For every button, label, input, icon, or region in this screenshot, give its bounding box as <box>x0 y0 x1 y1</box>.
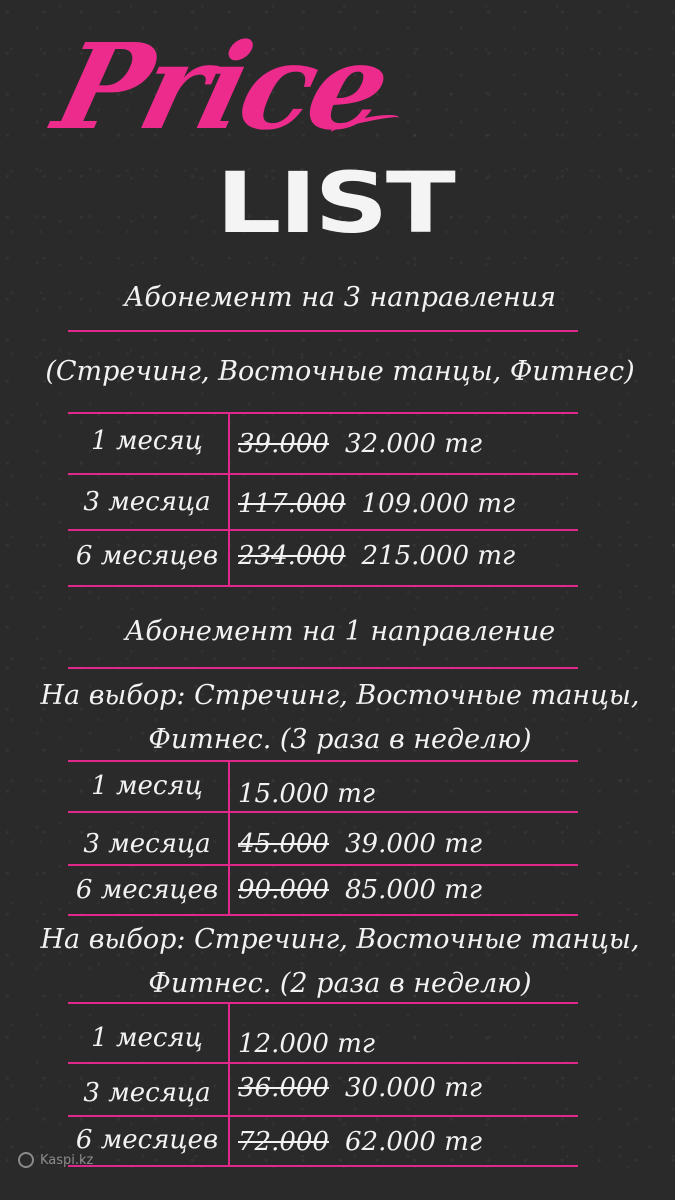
section-2-row-2-label: 3 месяца <box>83 829 211 859</box>
divider <box>68 585 578 587</box>
divider <box>68 1165 578 1167</box>
section-2-row-3-price <box>238 872 578 908</box>
divider <box>68 811 578 813</box>
divider <box>68 864 578 866</box>
section-2-row-1-price <box>238 776 578 812</box>
section-2-subheading-line-2: Фитнес. (3 раза в неделю) <box>148 724 532 755</box>
old-price: 72.000 <box>238 1127 329 1157</box>
old-price: 234.000 <box>238 541 346 571</box>
old-price: 36.000 <box>238 1073 329 1103</box>
section-1-row-1-label: 1 месяц <box>91 426 203 456</box>
watermark-text: Kaspi.kz <box>40 1152 94 1168</box>
section-3-row-2-label: 3 месяца <box>83 1078 211 1108</box>
old-price: 90.000 <box>238 875 329 905</box>
divider <box>68 914 578 916</box>
section-2-subheading-line-1: На выбор: Стречинг, Восточные танцы, <box>40 680 640 711</box>
old-price: 117.000 <box>238 489 346 519</box>
old-price: 45.000 <box>238 829 329 859</box>
column-divider <box>228 1002 230 1165</box>
old-price: 39.000 <box>238 429 329 459</box>
section-1-heading: Абонемент на 3 направления <box>123 282 557 313</box>
kaspi-watermark <box>18 1152 93 1168</box>
divider <box>68 473 578 475</box>
new-price: 32.000 тг <box>344 429 483 459</box>
kaspi-logo-icon <box>18 1152 34 1168</box>
new-price: 12.000 тг <box>238 1029 376 1059</box>
section-3-row-3-price <box>238 1124 578 1160</box>
section-1-row-2-price <box>238 486 578 522</box>
section-1-row-1-price <box>238 426 578 462</box>
divider <box>68 1115 578 1117</box>
title-script: Price <box>42 17 401 156</box>
section-3-row-1-price <box>238 1026 578 1062</box>
new-price: 109.000 тг <box>361 489 516 519</box>
section-3-row-3-label: 6 месяцев <box>75 1125 219 1155</box>
section-3-subheading-line-1: На выбор: Стречинг, Восточные танцы, <box>40 924 640 955</box>
column-divider <box>228 412 230 586</box>
section-1-row-3-label: 6 месяцев <box>75 541 219 571</box>
divider <box>68 1062 578 1064</box>
section-2-row-3-label: 6 месяцев <box>75 875 219 905</box>
divider <box>68 760 578 762</box>
section-1-subheading: (Стречинг, Восточные танцы, Фитнес) <box>45 356 635 387</box>
section-3-row-2-price <box>238 1070 578 1106</box>
section-2-row-2-price <box>238 826 578 862</box>
new-price: 15.000 тг <box>238 779 376 809</box>
new-price: 30.000 тг <box>344 1073 483 1103</box>
divider <box>68 1002 578 1004</box>
section-1-row-3-price <box>238 538 578 574</box>
divider <box>68 330 578 332</box>
new-price: 215.000 тг <box>361 541 516 571</box>
section-2-heading: Абонемент на 1 направление <box>124 616 556 647</box>
section-2-row-1-label: 1 месяц <box>91 771 203 801</box>
section-3-row-1-label: 1 месяц <box>91 1023 203 1053</box>
section-3-subheading-line-2: Фитнес. (2 раза в неделю) <box>148 968 532 999</box>
divider <box>68 529 578 531</box>
title-block: LIST <box>216 154 454 252</box>
new-price: 62.000 тг <box>344 1127 483 1157</box>
new-price: 85.000 тг <box>344 875 483 905</box>
divider <box>68 412 578 414</box>
new-price: 39.000 тг <box>344 829 483 859</box>
divider <box>68 667 578 669</box>
section-1-row-2-label: 3 месяца <box>83 487 211 517</box>
column-divider <box>228 760 230 915</box>
